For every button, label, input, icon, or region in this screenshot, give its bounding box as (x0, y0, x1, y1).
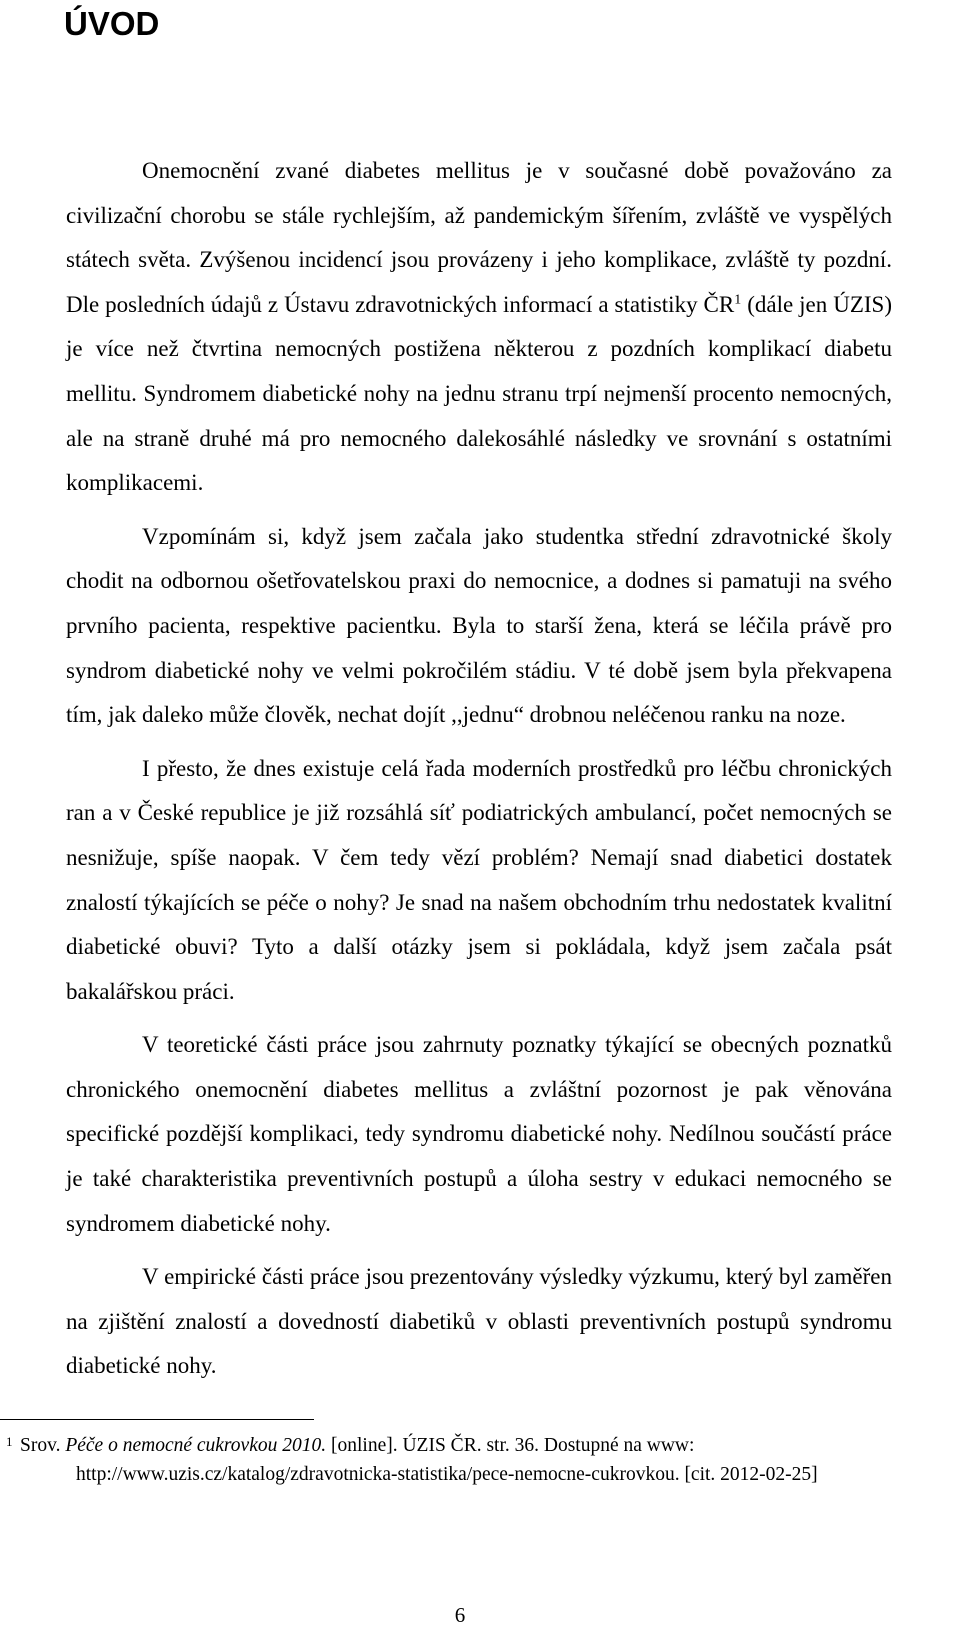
page-heading: ÚVOD (64, 5, 160, 42)
body-text (66, 149, 892, 1389)
footnote-reference[interactable]: 1 (734, 292, 742, 308)
page-number: 6 (454, 1603, 466, 1627)
paragraph-intro-text-a: Onemocnění zvané diabetes mellitus je v současné době považováno za civilizační chorobu se stále rychlejším, až pandemickým šířením, zvláště ve vyspělých státech světa. Zvýšenou incidencí jsou provázeny i jeho komplikace, zvláště ty pozdní. Dle posledních údajů z Ústavu zdravotnických informací a statistiky ČR (66, 158, 892, 317)
paragraph-intro-text-b: (dále jen ÚZIS) je více než čtvrtina nemocných postižena některou z pozdních komplikací diabetu mellitu. Syndromem diabetické nohy na jednu stranu trpí nejmenší procento nemocných, ale na straně druhé má pro nemocného dalekosáhlé následky ve srovnání s ostatními komplikacemi. (66, 291, 892, 496)
paragraph-intro (66, 149, 892, 506)
paragraph-memory: Vzpomínám si, když jsem začala jako studentka střední zdravotnické školy chodit na odbornou ošetřovatelskou praxi do nemocnice, a dodnes si pamatuji na svého prvního pacienta, respektive pacientku. Byla to starší žena, která se léčila právě pro syndrom diabetické nohy ve velmi pokročilém stádiu. V té době jsem byla překvapena tím, jak daleko může člověk, nechat dojít ,,jednu“ drobnou neléčenou ranku na noze. (66, 523, 892, 728)
paragraph-problem: I přesto, že dnes existuje celá řada moderních prostředků pro léčbu chronických ran a v České republice je již rozsáhlá síť podiatrických ambulancí, počet nemocných se nesnižuje, spíše naopak. V čem tedy vězí problém? Nemají snad diabetici dostatek znalostí týkajících se péče o nohy? Je snad na našem obchodním trhu nedostatek kvalitní diabetické obuvi? Tyto a další otázky jsem si pokládala, když jsem začala psát bakalářskou práci. (66, 755, 892, 1004)
footnote-line-1 (20, 1431, 694, 1460)
footnote-prefix: Srov. (20, 1435, 66, 1456)
footnote-number: 1 (6, 1434, 13, 1449)
footnote-title: Péče o nemocné cukrovkou 2010. (65, 1435, 327, 1456)
footnote-separator (0, 1419, 314, 1420)
footnote-source: [online]. ÚZIS ČR. str. 36. Dostupné na www: (326, 1435, 695, 1456)
paragraph-empirical: V empirické části práce jsou prezentovány výsledky výzkumu, který byl zaměřen na zjištění znalostí a dovedností diabetiků v oblasti preventivních postupů syndromu diabetické nohy. (66, 1264, 892, 1379)
footnote-url[interactable]: http://www.uzis.cz/katalog/zdravotnicka-statistika/pece-nemocne-cukrovkou. [cit. 2012-02-25] (76, 1464, 818, 1485)
paragraph-theory: V teoretické části práce jsou zahrnuty poznatky týkající se obecných poznatků chronického onemocnění diabetes mellitus a zvláštní pozornost je pak věnována specifické pozdější komplikaci, tedy syndromu diabetické nohy. Nedílnou součástí práce je také charakteristika preventivních postupů a úloha sestry v edukaci nemocného se syndromem diabetické nohy. (66, 1032, 892, 1236)
